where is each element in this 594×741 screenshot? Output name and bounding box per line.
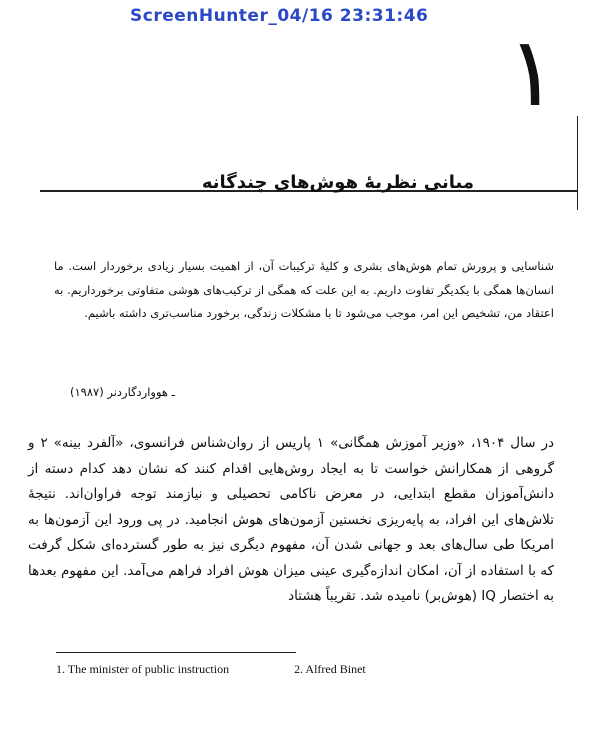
- footnote-rule: [56, 652, 296, 653]
- chapter-title: مبانی نظریهٔ هوش‌های چندگانه: [201, 172, 474, 193]
- epigraph-attribution: ـ هوواردگاردنر (۱۹۸۷): [70, 385, 176, 399]
- body-paragraph: [28, 431, 554, 610]
- epigraph-text: شناسایی و پرورش تمام هوش‌های بشری و کلیهٔ ترکیبات آن، از اهمیت بسیار زیادی برخوردار است. ما انسان‌ها همگی با یکدیگر تفاوت داریم. به این علت که همگی از ترکیب‌های هوشی متفاوتی برخورداریم. به اعتقاد من، تشخیص این امر، موجب می‌شود تا با مشکلات زندگی، برخورد مناسب‌تری داشته باشیم.: [54, 259, 554, 320]
- footnotes: [56, 662, 366, 677]
- body-text: در سال ۱۹۰۴، «وزیر آموزش همگانی» ۱ پاریس از روان‌شناس فرانسوی، «آلفرد بینه» ۲ و گروهی از همکارانش خواست تا به ایجاد روش‌هایی اقدام کنند که نشان دهد کدام دسته از دانش‌آموزان مقطع ابتدایی، در معرض ناکامی تحصیلی و نیازمند توجه فراوان‌اند. نتیجهٔ تلاش‌های این افراد، به پایه‌ریزی نخستین آزمون‌های هوش انجامید. در پی ورود این آزمون‌ها به امریکا طی سال‌های بعد و جهانی شدن آن، مفهوم دیگری نیز به طور گسترده‌ای شکل گرفت که با استفاده از آن، امکان اندازه‌گیری عینی میزان هوش افراد فراهم می‌آمد. این مفهوم بعدها به اختصار IQ (هوش‌بر) نامیده شد. تقریباً هشتاد: [28, 435, 555, 604]
- footnote-2: 2. Alfred Binet: [294, 662, 366, 676]
- footnote-1: 1. The minister of public instruction: [56, 662, 230, 676]
- screenhunter-watermark: ScreenHunter_04/16 23:31:46: [130, 6, 429, 26]
- chapter-vertical-rule: [577, 116, 579, 210]
- chapter-number: ١: [506, 16, 558, 128]
- epigraph-quote: [54, 255, 554, 326]
